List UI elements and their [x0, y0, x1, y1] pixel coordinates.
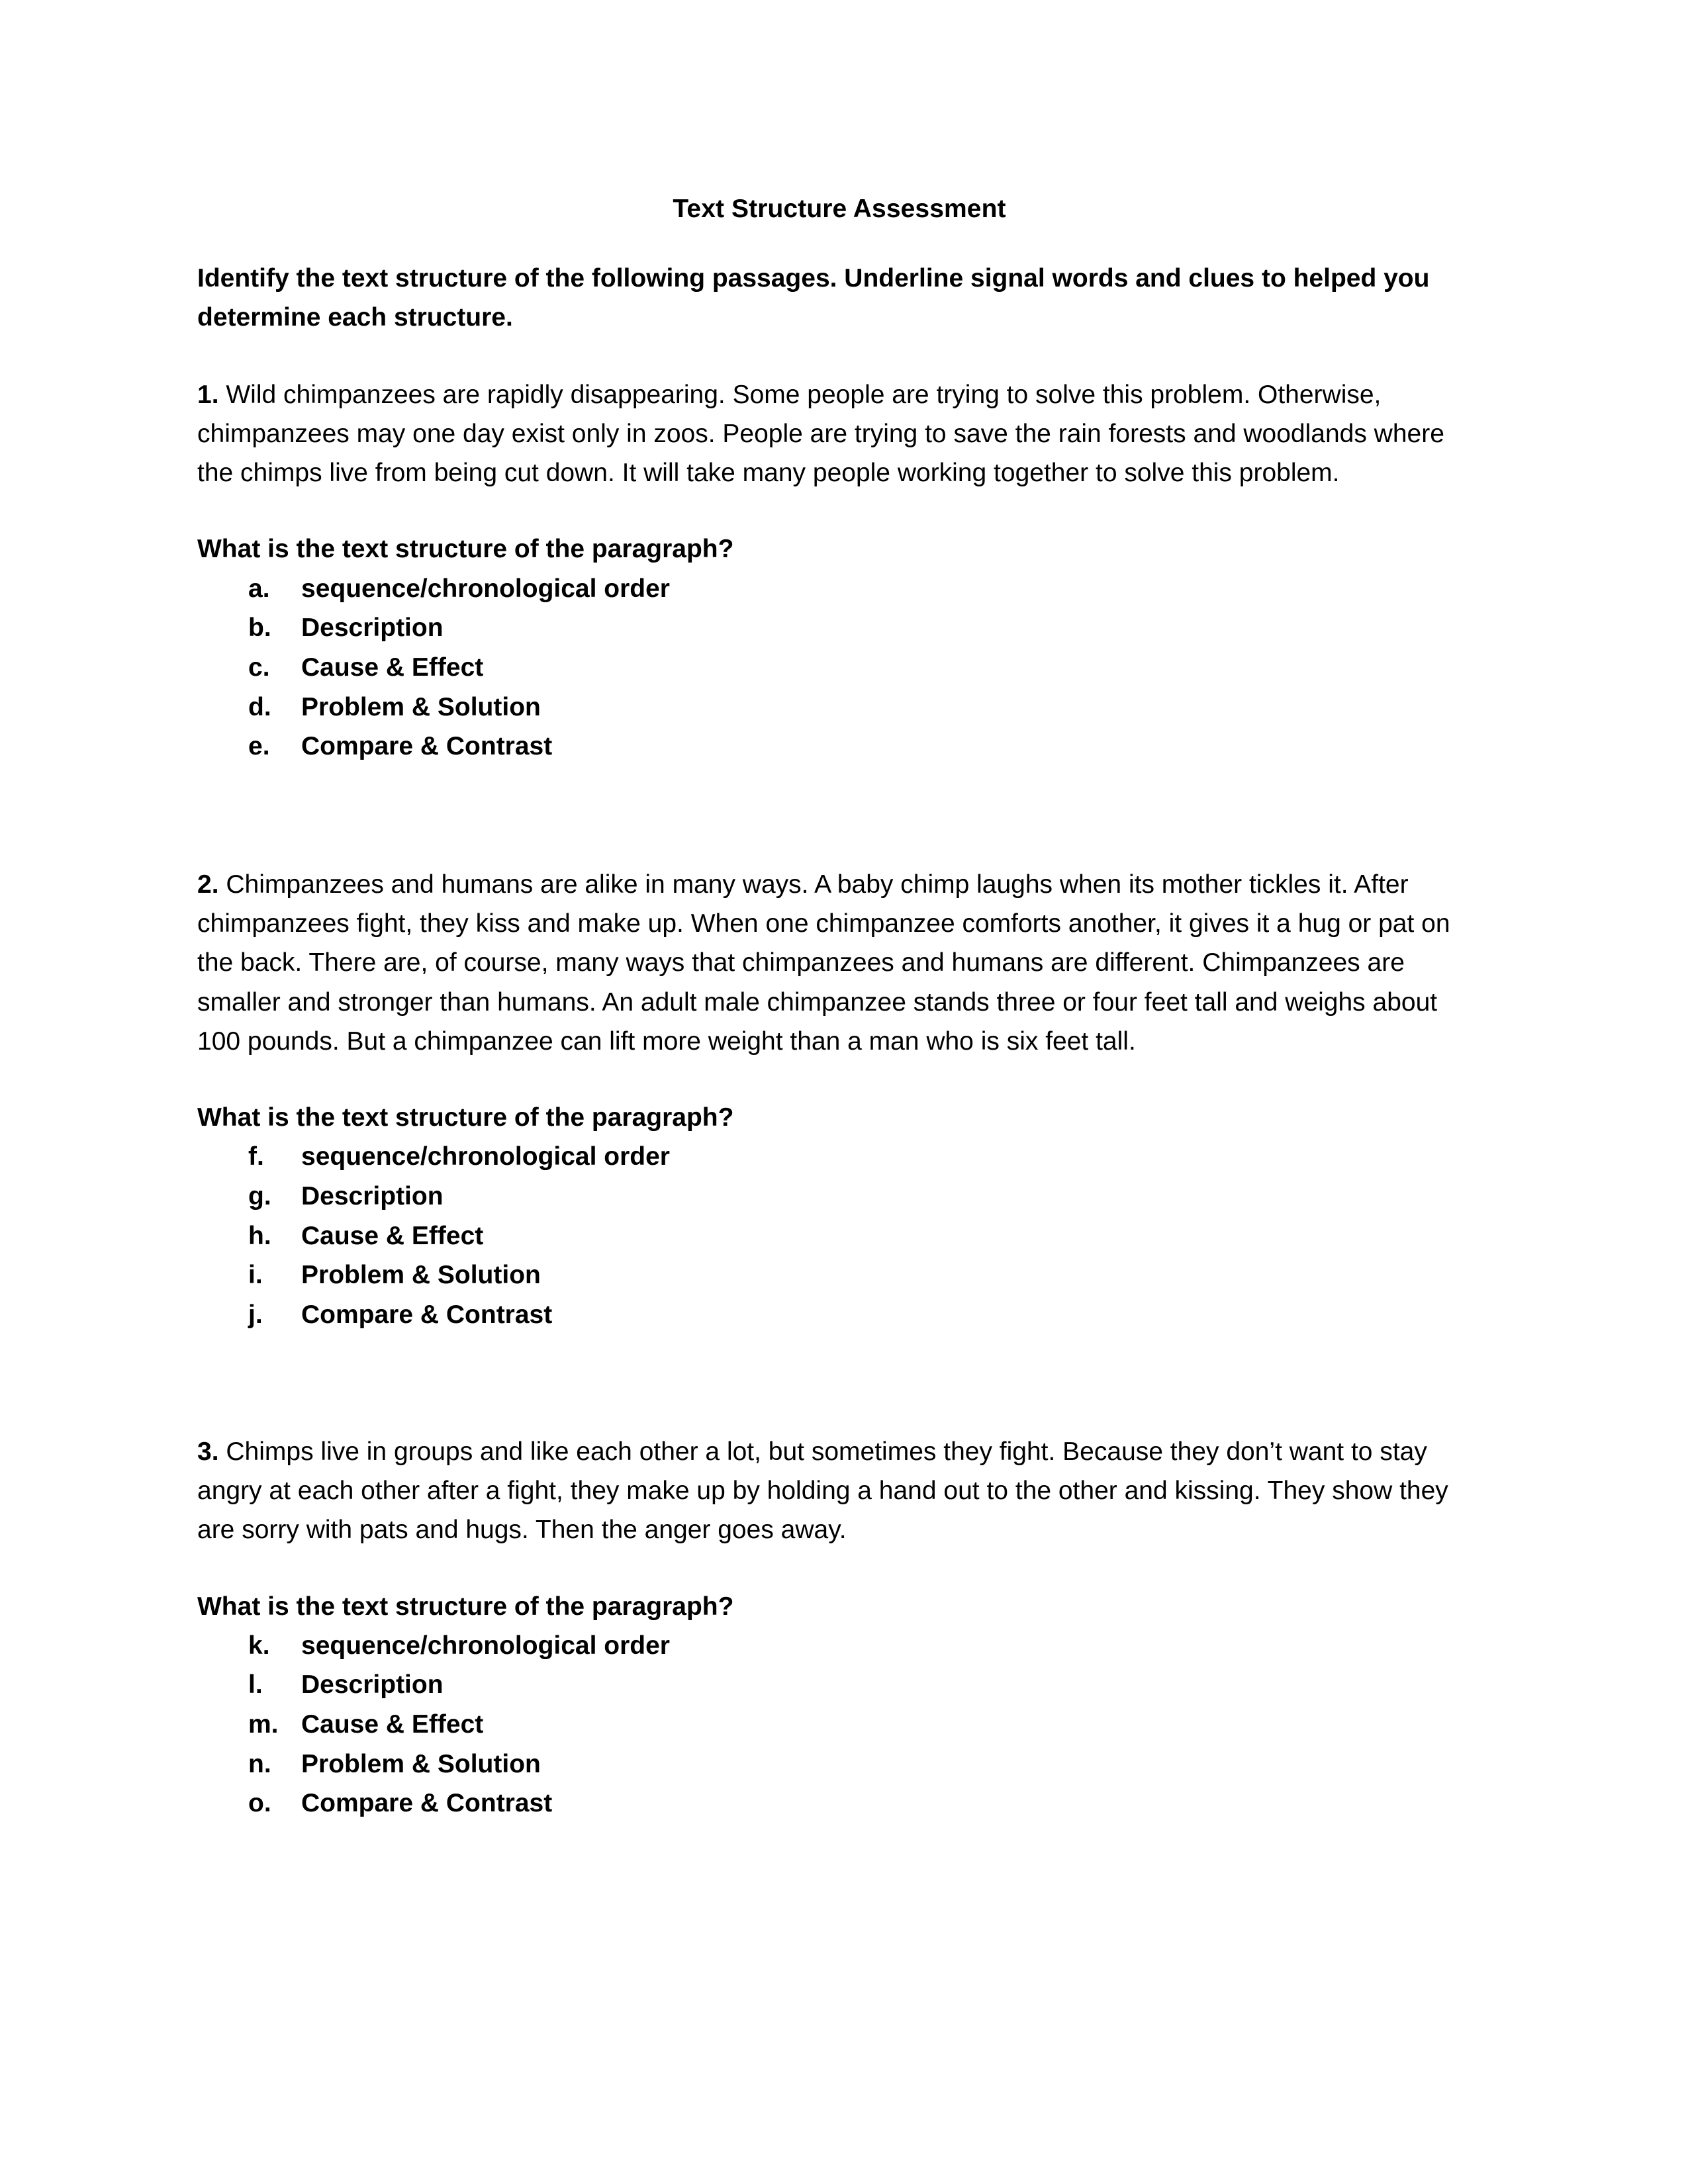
passage-1	[197, 338, 1481, 493]
choices-list-3	[197, 1626, 1481, 1823]
choice-item-1d[interactable]	[197, 688, 1481, 727]
passage-1-text: Wild chimpanzees are rapidly disappearing. Some people are trying to solve this problem. Otherwise, chimpanzees may one day exist only in zoos. People are trying to save the rain forests and woodlands where the chimps live from being cut down. It will take many people working together to solve this problem.	[197, 380, 1444, 488]
choices-list-2	[197, 1137, 1481, 1334]
passage-3-number: 3.	[197, 1437, 219, 1466]
choice-marker-3k: k.	[248, 1631, 270, 1660]
choice-label-1a: sequence/chronological order	[301, 574, 670, 603]
choice-marker-1c: c.	[248, 653, 270, 682]
choice-marker-2f: f.	[248, 1142, 264, 1171]
choice-item-3o[interactable]	[197, 1784, 1481, 1823]
choice-label-1b: Description	[301, 614, 444, 643]
passage-2	[197, 827, 1481, 1061]
passage-2-number: 2.	[197, 870, 219, 899]
choice-label-3l: Description	[301, 1670, 444, 1700]
choice-item-2f[interactable]	[197, 1137, 1481, 1177]
choices-list-1	[197, 569, 1481, 766]
choice-marker-1a: a.	[248, 574, 270, 603]
choice-label-3k: sequence/chronological order	[301, 1631, 670, 1660]
choice-label-3n: Problem & Solution	[301, 1749, 541, 1778]
choice-item-1a[interactable]	[197, 569, 1481, 609]
document-content	[197, 0, 1481, 1823]
choice-marker-1b: b.	[248, 614, 271, 643]
choice-item-3n[interactable]	[197, 1745, 1481, 1784]
choice-item-2i[interactable]	[197, 1255, 1481, 1295]
instructions-paragraph: Identify the text structure of the following passages. Underline signal words and clues to helped you determine each structure.	[197, 264, 1430, 332]
passage-3	[197, 1394, 1481, 1550]
choice-item-1b[interactable]	[197, 608, 1481, 648]
choice-label-1c: Cause & Effect	[301, 653, 484, 682]
section-spacer-1	[197, 766, 1481, 827]
choice-marker-2g: g.	[248, 1182, 271, 1211]
choice-item-2h[interactable]	[197, 1216, 1481, 1256]
choice-label-2f: sequence/chronological order	[301, 1142, 670, 1171]
section-spacer-2	[197, 1335, 1481, 1394]
choice-item-1e[interactable]	[197, 727, 1481, 766]
page-title: Text Structure Assessment	[673, 195, 1006, 223]
choice-marker-2i: i.	[248, 1261, 263, 1290]
choice-item-3l[interactable]	[197, 1665, 1481, 1705]
question-3: What is the text structure of the paragraph?	[197, 1592, 734, 1621]
choice-marker-2j: j.	[248, 1300, 263, 1330]
choice-label-2h: Cause & Effect	[301, 1221, 484, 1250]
choice-label-1e: Compare & Contrast	[301, 732, 553, 761]
choice-label-2j: Compare & Contrast	[301, 1300, 553, 1330]
choice-item-3m[interactable]	[197, 1705, 1481, 1745]
choice-marker-3m: m.	[248, 1710, 279, 1739]
choice-marker-1e: e.	[248, 732, 270, 761]
choice-item-2j[interactable]	[197, 1295, 1481, 1335]
choice-marker-2h: h.	[248, 1221, 271, 1250]
choice-label-2i: Problem & Solution	[301, 1261, 541, 1290]
choice-item-1c[interactable]	[197, 648, 1481, 688]
passage-3-text: Chimps live in groups and like each other a lot, but sometimes they fight. Because they don’t want to stay angry at each other after a fight, they make up by holding a hand out to the other and kissing. They show they are sorry with pats and hugs. Then the anger goes away.	[197, 1437, 1448, 1545]
choice-marker-1d: d.	[248, 692, 271, 721]
question-1: What is the text structure of the paragraph?	[197, 535, 734, 564]
choice-label-3o: Compare & Contrast	[301, 1789, 553, 1818]
choice-marker-3n: n.	[248, 1749, 271, 1778]
choice-marker-3o: o.	[248, 1789, 271, 1818]
choice-label-3m: Cause & Effect	[301, 1710, 484, 1739]
choice-item-2g[interactable]	[197, 1177, 1481, 1216]
passage-1-number: 1.	[197, 380, 219, 409]
choice-marker-3l: l.	[248, 1670, 263, 1700]
choice-label-2g: Description	[301, 1182, 444, 1211]
choice-label-1d: Problem & Solution	[301, 692, 541, 721]
choice-item-3k[interactable]	[197, 1626, 1481, 1666]
question-2: What is the text structure of the paragraph?	[197, 1103, 734, 1132]
passage-2-text: Chimpanzees and humans are alike in many ways. A baby chimp laughs when its mother tickles it. After chimpanzees fight, they kiss and make up. When one chimpanzee comforts another, it gives it a hug or pat on the back. There are, of course, many ways that chimpanzees and humans are different. Chimpanzees are smaller and stronger than humans. An adult male chimpanzee stands three or four feet tall and weighs about 100 pounds. But a chimpanzee can lift more weight than a man who is six feet tall.	[197, 870, 1450, 1056]
